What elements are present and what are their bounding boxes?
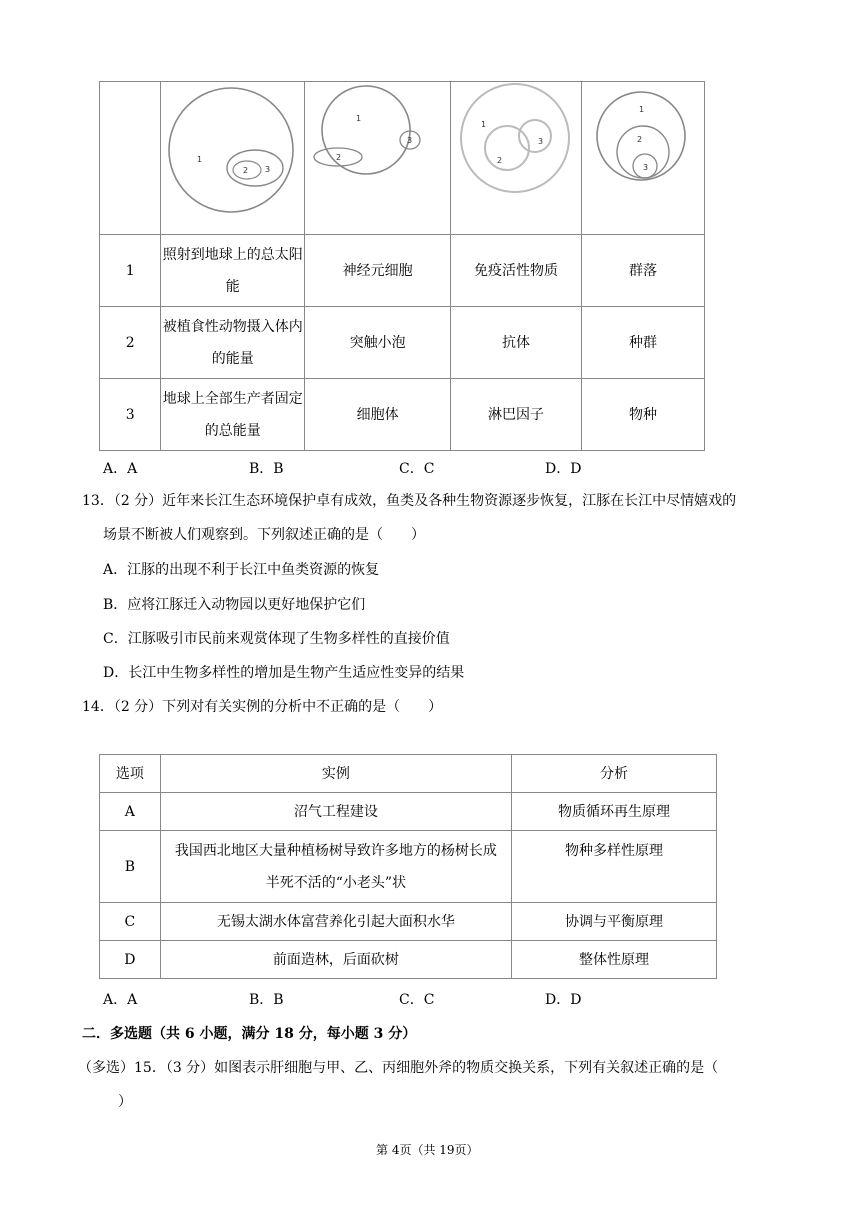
- label-3: 3: [406, 136, 412, 145]
- diagram-c: [451, 82, 582, 235]
- q13-stem: 13．（2 分）近年来长江生态环境保护卓有成效，鱼类及各种生物资源逐步恢复，江豚在长江中尽情嬉戏的: [82, 493, 737, 509]
- table-row: [100, 903, 717, 941]
- cell: 物种: [582, 379, 705, 451]
- cell: 群落: [582, 235, 705, 307]
- label-1: 1: [481, 120, 487, 129]
- option-cell: C: [100, 903, 161, 941]
- label-2: 2: [497, 156, 503, 165]
- q15-stem-cont: ）: [118, 1094, 132, 1110]
- venn-diagram-c: [451, 82, 581, 222]
- option-b[interactable]: B．B: [249, 992, 284, 1008]
- label-2: 2: [637, 135, 643, 144]
- option-a[interactable]: A．A: [103, 461, 138, 477]
- header-analysis: 分析: [512, 755, 717, 793]
- table-header-row: [100, 755, 717, 793]
- cell: 突触小泡: [305, 307, 451, 379]
- q15-stem: （多选）15．（3 分）如图表示肝细胞与甲、乙、丙细胞外斧的物质交换关系，下列有关叙述正确的是（: [78, 1060, 719, 1076]
- option-b[interactable]: B．B: [249, 461, 284, 477]
- cell: 免疫活性物质: [451, 235, 582, 307]
- example-cell: 沼气工程建设: [160, 793, 511, 831]
- label-3: 3: [264, 165, 270, 174]
- label-3: 3: [538, 137, 544, 146]
- cell: 神经元细胞: [305, 235, 451, 307]
- corner-cell: [100, 82, 161, 235]
- q13-option-a[interactable]: A．江豚的出现不利于长江中鱼类资源的恢复: [103, 562, 380, 578]
- label-1: 1: [639, 105, 645, 114]
- cell: 细胞体: [305, 379, 451, 451]
- label-2: 2: [335, 153, 341, 162]
- row-number: 3: [100, 379, 161, 451]
- q13-option-b[interactable]: B．应将江豚迁入动物园以更好地保护它们: [103, 597, 366, 613]
- option-cell: D: [100, 941, 161, 979]
- cell: 被植食性动物摄入体内的能量: [161, 307, 305, 379]
- q13-stem-cont: 场景不断被人们观察到。下列叙述正确的是（ ）: [103, 527, 425, 543]
- cell: 地球上全部生产者固定的总能量: [161, 379, 305, 451]
- q13-option-c[interactable]: C．江豚吸引市民前来观赏体现了生物多样性的直接价值: [103, 631, 450, 647]
- label-2: 2: [242, 166, 248, 175]
- table-row: [100, 941, 717, 979]
- analysis-cell: 物种多样性原理: [512, 831, 717, 903]
- cell: 种群: [582, 307, 705, 379]
- diagram-b: [305, 82, 451, 235]
- table-row: [100, 379, 705, 451]
- section-title: 二．多选题（共 6 小题，满分 18 分，每小题 3 分）: [82, 1026, 417, 1042]
- table-row: [100, 307, 705, 379]
- option-cell: A: [100, 793, 161, 831]
- diagram-d: [582, 82, 705, 235]
- label-1: 1: [355, 114, 361, 123]
- q13-option-d[interactable]: D．长江中生物多样性的增加是生物产生适应性变异的结果: [103, 665, 465, 681]
- diagram-a: [161, 82, 305, 235]
- header-example: 实例: [160, 755, 511, 793]
- label-3: 3: [643, 163, 649, 172]
- page-footer: 第 4页（共 19页）: [376, 1143, 479, 1157]
- cell: 淋巴因子: [451, 379, 582, 451]
- analysis-cell: 协调与平衡原理: [512, 903, 717, 941]
- analysis-cell: 物质循环再生原理: [512, 793, 717, 831]
- option-a[interactable]: A．A: [103, 992, 138, 1008]
- analysis-cell: 整体性原理: [512, 941, 717, 979]
- table-row: [100, 793, 717, 831]
- venn-diagram-d: [583, 82, 703, 222]
- example-cell: 我国西北地区大量种植杨树导致许多地方的杨树长成半死不活的“小老头”状: [160, 831, 511, 903]
- table-row: [100, 235, 705, 307]
- example-cell: 无锡太湖水体富营养化引起大面积水华: [160, 903, 511, 941]
- option-d[interactable]: D．D: [545, 461, 582, 477]
- option-c[interactable]: C．C: [399, 461, 435, 477]
- q14-stem: 14．（2 分）下列对有关实例的分析中不正确的是（ ）: [82, 699, 443, 715]
- cell: 照射到地球上的总太阳能: [161, 235, 305, 307]
- venn-options-table: [99, 81, 705, 451]
- option-c[interactable]: C．C: [399, 992, 435, 1008]
- header-option: 选项: [100, 755, 161, 793]
- row-number: 1: [100, 235, 161, 307]
- cell: 抗体: [451, 307, 582, 379]
- label-1: 1: [196, 155, 202, 164]
- option-cell: B: [100, 831, 161, 903]
- example-cell: 前面造林，后面砍树: [160, 941, 511, 979]
- q14-table: [99, 754, 717, 979]
- venn-diagram-b: [308, 82, 448, 222]
- option-d[interactable]: D．D: [545, 992, 582, 1008]
- venn-diagram-a: [163, 82, 303, 222]
- table-row: [100, 831, 717, 903]
- row-number: 2: [100, 307, 161, 379]
